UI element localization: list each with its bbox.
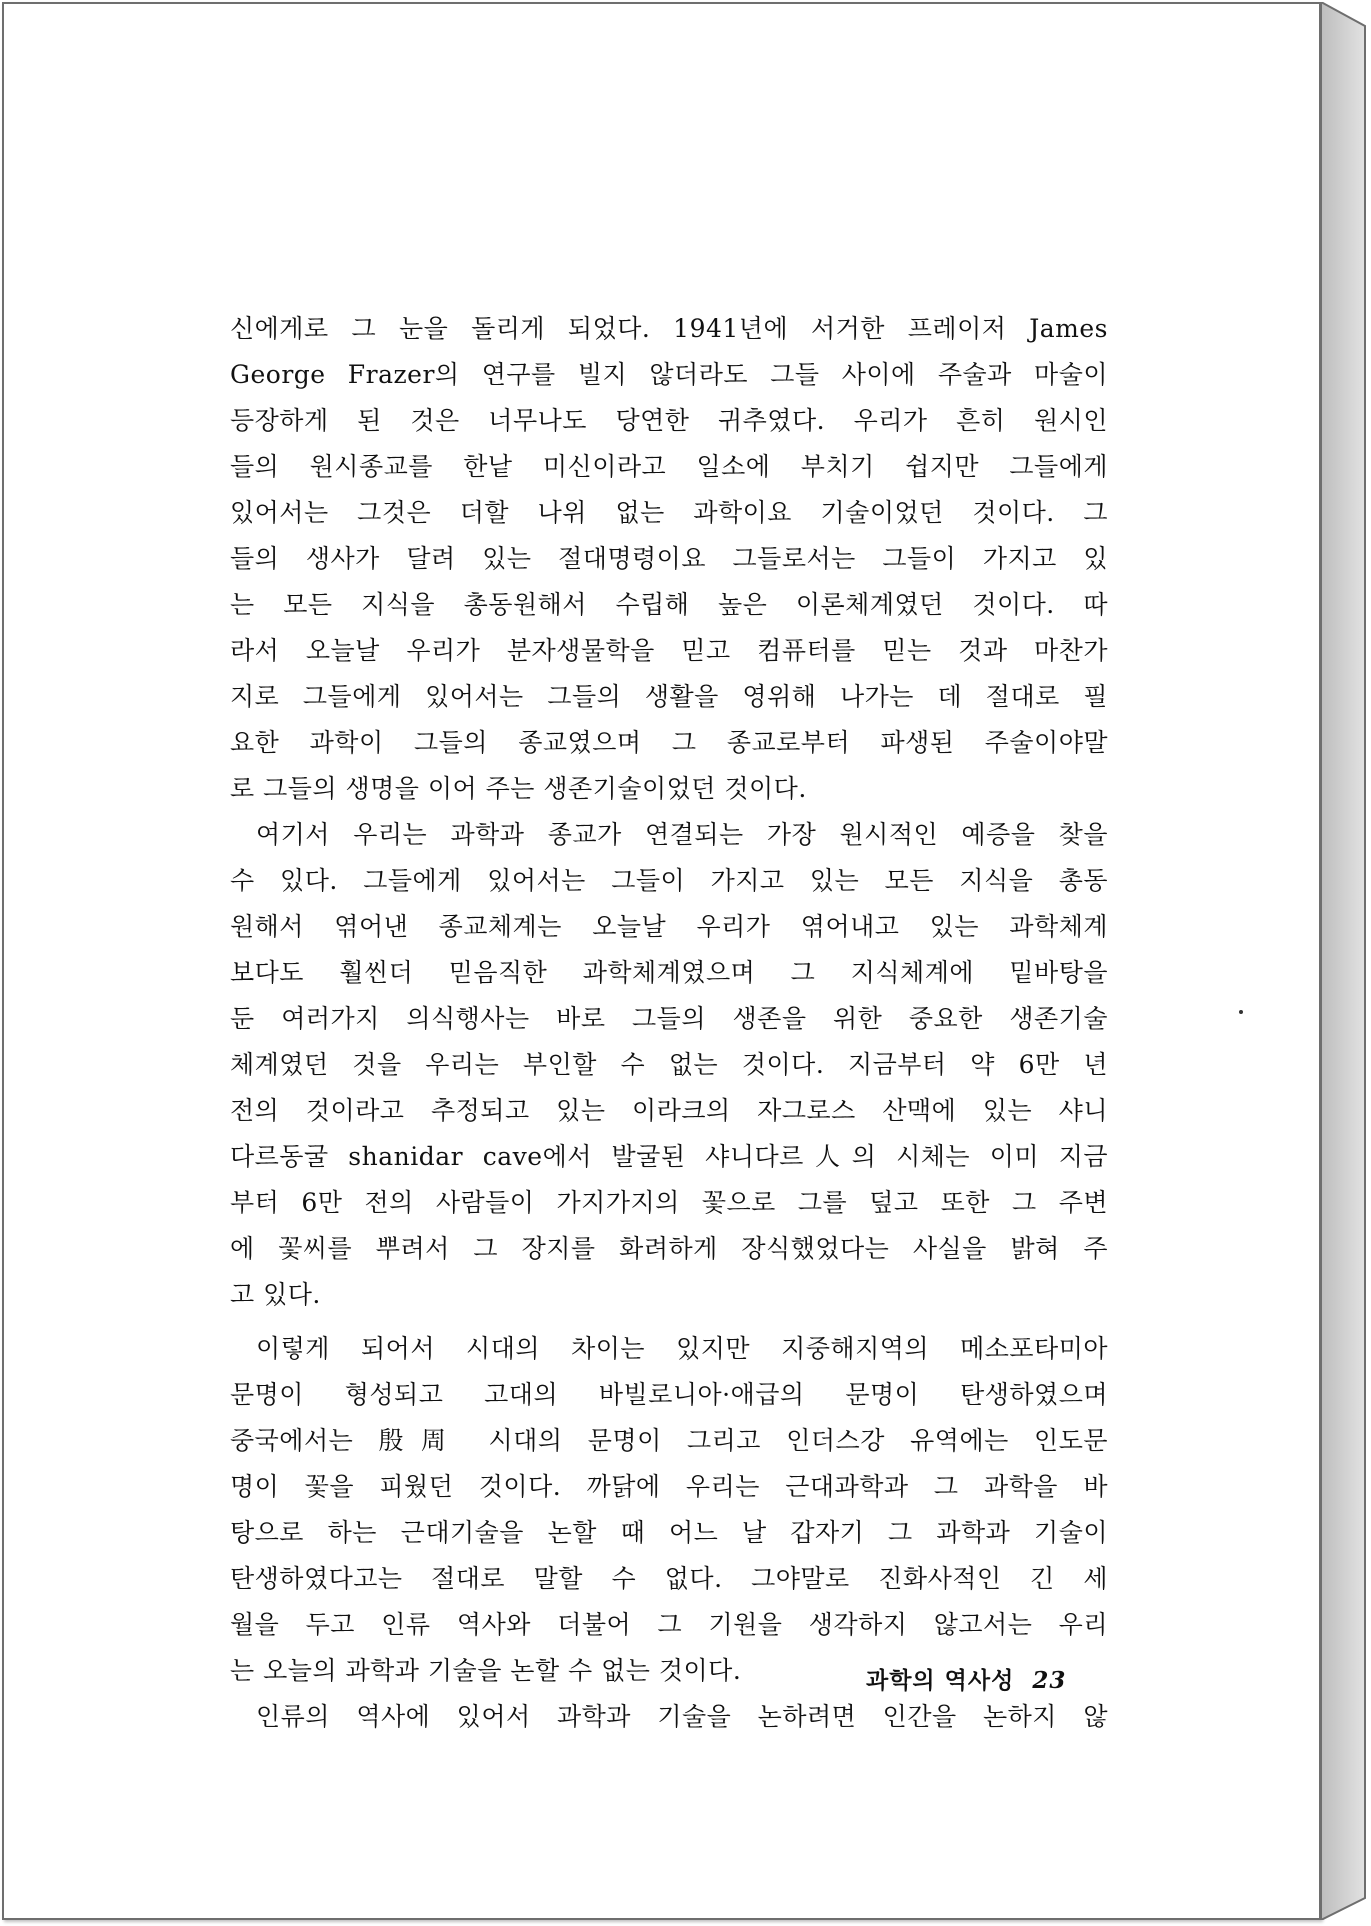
- text-line: 중국에서는 殷周 시대의 문명이 그리고 인더스강 유역에는 인도문: [230, 1426, 1108, 1455]
- text-line: 명이 꽃을 피웠던 것이다. 까닭에 우리는 근대과학과 그 과학을 바: [230, 1472, 1108, 1501]
- text-line: 로 그들의 생명을 이어 주는 생존기술이었던 것이다.: [230, 774, 807, 803]
- text-line: 등장하게 된 것은 너무나도 당연한 귀추였다. 우리가 흔히 원시인: [230, 406, 1108, 435]
- text-line: 이렇게 되어서 시대의 차이는 있지만 지중해지역의 메소포타미아: [256, 1334, 1108, 1363]
- text-line: 문명이 형성되고 고대의 바빌로니아·애급의 문명이 탄생하였으며: [230, 1380, 1108, 1409]
- scan-speck: [1239, 1010, 1243, 1014]
- paragraph: [230, 812, 1108, 1318]
- text-line: 탄생하였다고는 절대로 말할 수 없다. 그야말로 진화사적인 긴 세: [230, 1564, 1108, 1593]
- text-line: 라서 오늘날 우리가 분자생물학을 믿고 컴퓨터를 믿는 것과 마찬가: [230, 636, 1108, 665]
- text-line: 원해서 엮어낸 종교체계는 오늘날 우리가 엮어내고 있는 과학체계: [230, 912, 1108, 941]
- text-line: 인류의 역사에 있어서 과학과 기술을 논하려면 인간을 논하지 않: [256, 1702, 1108, 1731]
- text-line: 월을 두고 인류 역사와 더불어 그 기원을 생각하지 않고서는 우리: [230, 1610, 1108, 1639]
- text-line: 에 꽃씨를 뿌려서 그 장지를 화려하게 장식했었다는 사실을 밝혀 주: [230, 1234, 1108, 1263]
- running-head-title: 과학의 역사성: [866, 1667, 1015, 1694]
- text-line: 지로 그들에게 있어서는 그들의 생활을 영위해 나가는 데 절대로 필: [230, 682, 1108, 711]
- text-line: 신에게로 그 눈을 돌리게 되었다. 1941년에 서거한 프레이저 James: [230, 314, 1108, 343]
- text-line: 여기서 우리는 과학과 종교가 연결되는 가장 원시적인 예증을 찾을: [256, 820, 1108, 849]
- body-text: [230, 306, 1108, 1740]
- text-line: 체계였던 것을 우리는 부인할 수 없는 것이다. 지금부터 약 6만 년: [230, 1050, 1108, 1079]
- text-line: 들의 원시종교를 한낱 미신이라고 일소에 부치기 쉽지만 그들에게: [230, 452, 1108, 481]
- text-line: 전의 것이라고 추정되고 있는 이라크의 자그로스 산맥에 있는 샤니: [230, 1096, 1108, 1125]
- paragraph: [230, 1326, 1108, 1694]
- text-line: George Frazer의 연구를 빌지 않더라도 그들 사이에 주술과 마술이: [230, 360, 1108, 389]
- paragraph: [230, 306, 1108, 812]
- text-line: 있어서는 그것은 더할 나위 없는 과학이요 기술이었던 것이다. 그: [230, 498, 1108, 527]
- text-line: 탕으로 하는 근대기술을 논할 때 어느 날 갑자기 그 과학과 기술이: [230, 1518, 1108, 1547]
- text-line: 고 있다.: [230, 1280, 321, 1309]
- text-line: 둔 여러가지 의식행사는 바로 그들의 생존을 위한 중요한 생존기술: [230, 1004, 1108, 1033]
- book-page: [2, 2, 1321, 1920]
- paragraph: [230, 1694, 1108, 1740]
- text-line: 요한 과학이 그들의 종교였으며 그 종교로부터 파생된 주술이야말: [230, 728, 1108, 757]
- page-edge: [1321, 2, 1369, 1920]
- running-head: [866, 1662, 1066, 1695]
- page-number: 23: [1032, 1667, 1067, 1694]
- book: [2, 2, 1369, 1924]
- text-line: 수 있다. 그들에게 있어서는 그들이 가지고 있는 모든 지식을 총동: [230, 866, 1108, 895]
- text-line: 보다도 훨씬더 믿음직한 과학체계였으며 그 지식체계에 밑바탕을: [230, 958, 1108, 987]
- text-line: 부터 6만 전의 사람들이 가지가지의 꽃으로 그를 덮고 또한 그 주변: [230, 1188, 1108, 1217]
- text-line: 들의 생사가 달려 있는 절대명령이요 그들로서는 그들이 가지고 있: [230, 544, 1108, 573]
- text-line: 다르동굴 shanidar cave에서 발굴된 샤니다르人의 시체는 이미 지금: [230, 1142, 1108, 1171]
- text-line: 는 오늘의 과학과 기술을 논할 수 없는 것이다.: [230, 1656, 742, 1685]
- text-line: 는 모든 지식을 총동원해서 수립해 높은 이론체계였던 것이다. 따: [230, 590, 1108, 619]
